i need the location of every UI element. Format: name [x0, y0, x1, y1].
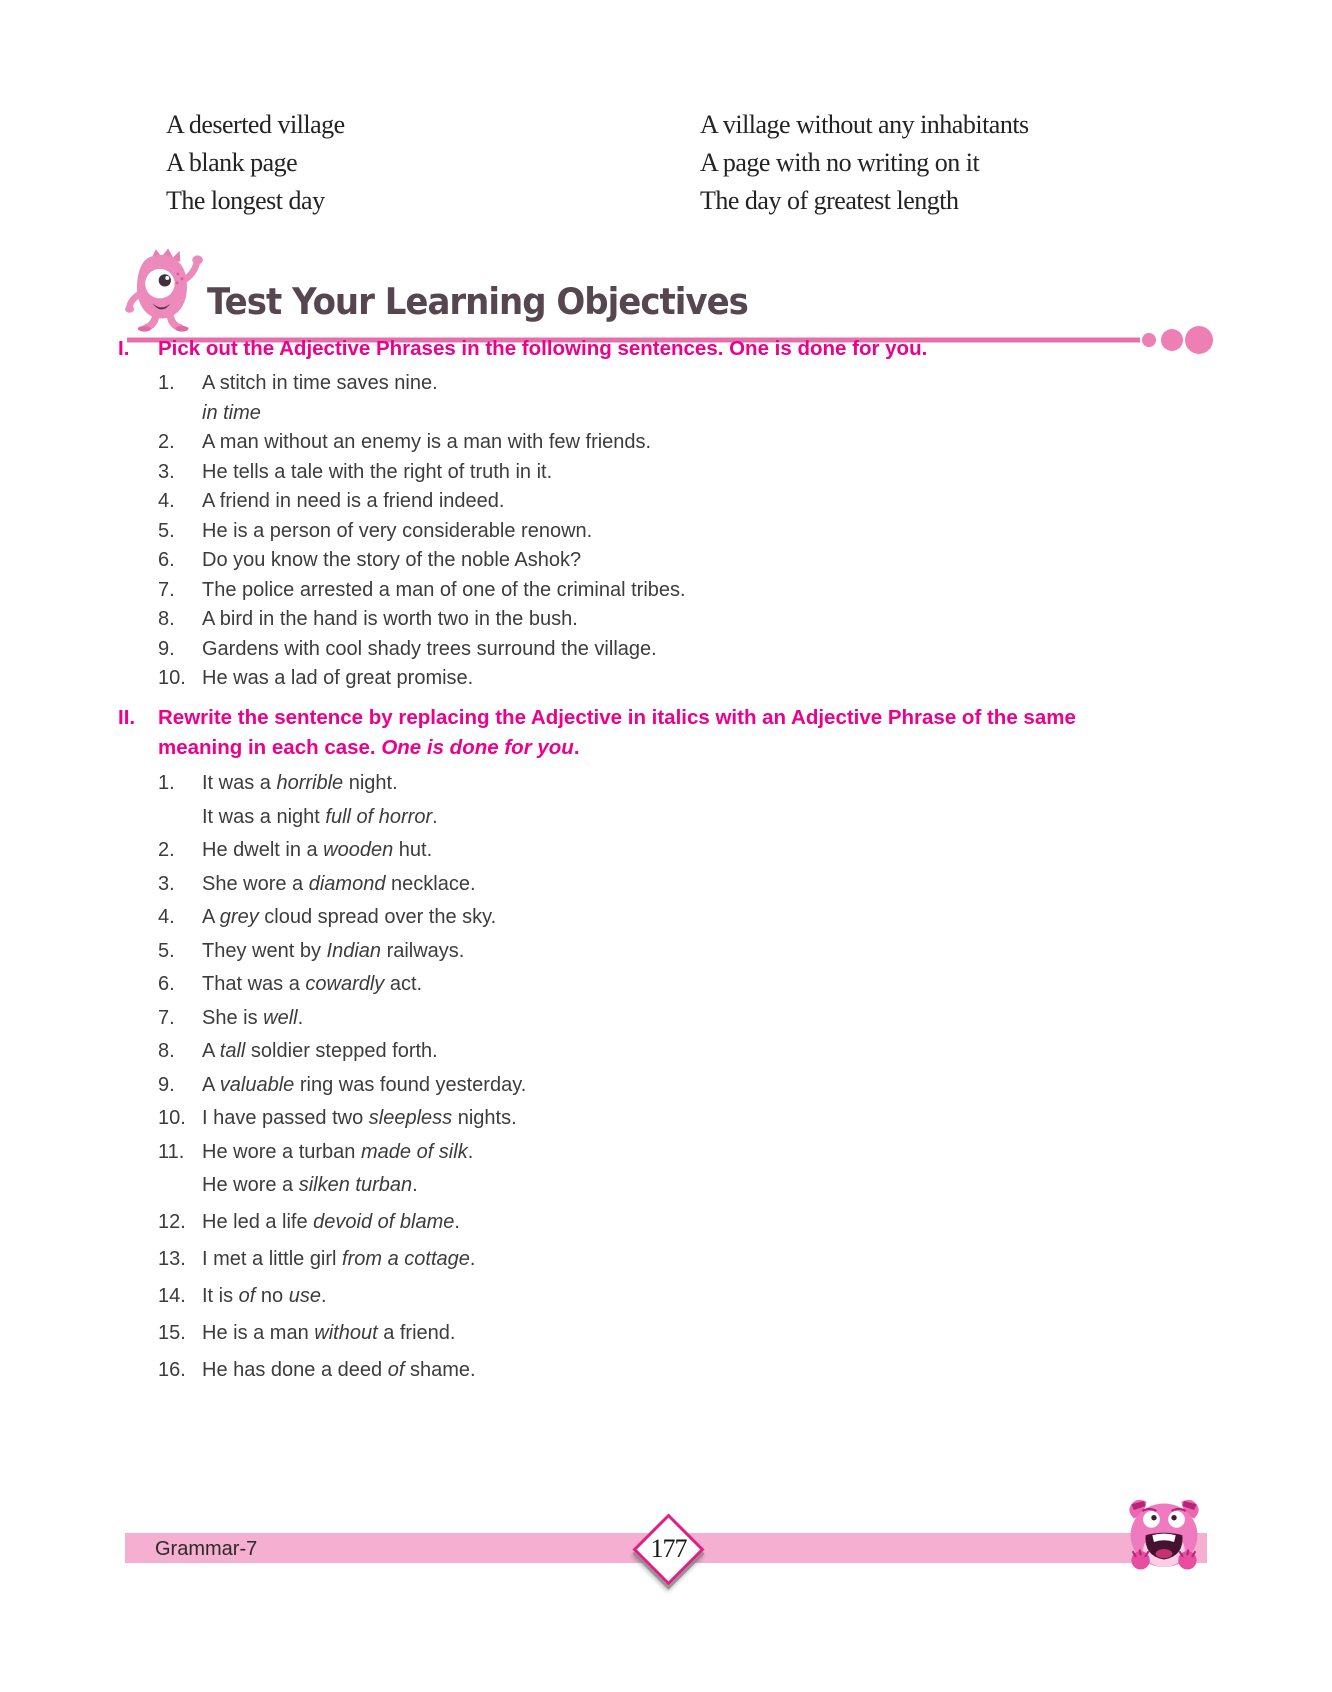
item-number: 2. [158, 839, 175, 861]
item-number: 6. [158, 973, 175, 995]
list-item [158, 490, 1236, 512]
item-number: 3. [158, 460, 175, 483]
example-phrase: A blank page [166, 148, 298, 177]
item-text: He was a lad of great promise. [202, 667, 474, 689]
example-row [166, 110, 1226, 139]
item-text: A stitch in time saves nine. [202, 372, 438, 394]
banner-mascot-icon [122, 246, 206, 332]
item-text: It is of no use. [202, 1285, 327, 1307]
example-row [166, 148, 1226, 177]
page-number: 177 [650, 1534, 687, 1563]
item-number: 4. [158, 906, 175, 928]
example-phrase: A deserted village [166, 110, 345, 139]
section-2-heading [118, 703, 1236, 763]
item-number: 16. [158, 1359, 186, 1381]
item-number: 8. [158, 1040, 175, 1062]
item-text: They went by Indian railways. [202, 939, 465, 962]
list-item [158, 402, 1236, 424]
item-number: 6. [158, 549, 175, 571]
example-meaning: The day of greatest length [700, 186, 959, 215]
item-number: 7. [158, 1006, 175, 1029]
item-text: I met a little girl from a cottage. [202, 1248, 476, 1270]
list-item [158, 372, 1236, 394]
item-text: Do you know the story of the noble Ashok? [202, 549, 582, 571]
list-item [158, 1322, 1236, 1344]
item-text: It was a night full of horror. [202, 805, 438, 828]
example-meaning: A page with no writing on it [700, 148, 980, 177]
section-numeral: II. [118, 706, 136, 729]
item-number [158, 402, 202, 424]
item-text: She is well. [202, 1006, 304, 1029]
list-item [158, 1285, 1236, 1307]
item-text: He dwelt in a wooden hut. [202, 839, 433, 861]
example-phrase: The longest day [166, 186, 325, 215]
item-number: 9. [158, 637, 175, 660]
list-item [158, 906, 1236, 928]
item-text: He has done a deed of shame. [202, 1359, 476, 1381]
list-item [158, 549, 1236, 571]
item-number: 13. [158, 1248, 186, 1270]
list-item [158, 1359, 1236, 1381]
list-item [158, 1211, 1236, 1233]
item-text: He is a person of very considerable renown. [202, 519, 593, 542]
footer-mascot-icon [1118, 1494, 1210, 1574]
list-item [158, 973, 1236, 995]
list-item [158, 1007, 1236, 1029]
item-number: 4. [158, 490, 175, 512]
item-text: A tall soldier stepped forth. [202, 1040, 438, 1062]
list-item [158, 638, 1236, 660]
item-text: She wore a diamond necklace. [202, 872, 476, 895]
item-number: 12. [158, 1211, 186, 1233]
example-pairs [166, 110, 1226, 224]
item-number: 14. [158, 1285, 186, 1307]
list-item [158, 839, 1236, 861]
section-2-list [158, 772, 1236, 1381]
item-text: He led a life devoid of blame. [202, 1211, 460, 1233]
section-heading-text: Rewrite the sentence by replacing the Adjective in italics with an Adjective Phrase of the same meaning in each case. One is done for you. [158, 706, 1076, 759]
item-text: A bird in the hand is worth two in the bush. [202, 608, 578, 630]
list-item [158, 667, 1236, 689]
list-item [158, 1174, 1236, 1196]
list-item [158, 940, 1236, 962]
item-text: The police arrested a man of one of the criminal tribes. [202, 578, 686, 601]
item-text: I have passed two sleepless nights. [202, 1107, 517, 1129]
item-number: 3. [158, 872, 175, 895]
item-text: A grey cloud spread over the sky. [202, 906, 497, 928]
item-number: 15. [158, 1322, 186, 1344]
list-item [158, 520, 1236, 542]
list-item [158, 1248, 1236, 1270]
list-item [158, 1107, 1236, 1129]
item-text: He wore a turban made of silk. [202, 1140, 474, 1163]
item-number: 1. [158, 772, 175, 794]
list-item [158, 1074, 1236, 1096]
list-item [158, 1040, 1236, 1062]
item-text: A friend in need is a friend indeed. [202, 490, 505, 512]
example-row [166, 186, 1226, 215]
item-text: A man without an enemy is a man with few friends. [202, 431, 652, 453]
item-number: 5. [158, 519, 175, 542]
item-text: Gardens with cool shady trees surround the village. [202, 637, 657, 660]
banner-title: Test Your Learning Objectives [207, 281, 748, 324]
item-number: 8. [158, 608, 175, 630]
item-text: He tells a tale with the right of truth in it. [202, 460, 553, 483]
list-item [158, 431, 1236, 453]
book-label: Grammar-7 [155, 1538, 258, 1560]
section-1-heading [118, 334, 1236, 364]
item-text: He wore a silken turban. [202, 1174, 418, 1196]
item-number: 10. [158, 1107, 186, 1129]
example-meaning: A village without any inhabitants [700, 110, 1029, 139]
section-numeral: I. [118, 337, 130, 360]
item-text: A valuable ring was found yesterday. [202, 1073, 527, 1096]
item-number: 11. [158, 1140, 185, 1163]
item-number: 2. [158, 431, 175, 453]
item-number [158, 1174, 202, 1196]
item-text: That was a cowardly act. [202, 973, 423, 995]
item-number: 10. [158, 667, 186, 689]
list-item [158, 772, 1236, 794]
list-item [158, 579, 1236, 601]
section-1-list [158, 372, 1236, 689]
list-item [158, 461, 1236, 483]
list-item [158, 873, 1236, 895]
item-number [158, 806, 202, 828]
section-heading-text: Pick out the Adjective Phrases in the following sentences. One is done for you. [158, 337, 928, 360]
list-item [158, 1141, 1236, 1163]
item-number: 7. [158, 578, 175, 601]
list-item [158, 806, 1236, 828]
item-text: It was a horrible night. [202, 772, 398, 794]
list-item [158, 608, 1236, 630]
item-number: 9. [158, 1073, 175, 1096]
item-number: 1. [158, 372, 175, 394]
item-number: 5. [158, 939, 175, 962]
exercise-content [118, 334, 1236, 1396]
item-text: in time [202, 401, 261, 424]
item-text: He is a man without a friend. [202, 1322, 456, 1344]
